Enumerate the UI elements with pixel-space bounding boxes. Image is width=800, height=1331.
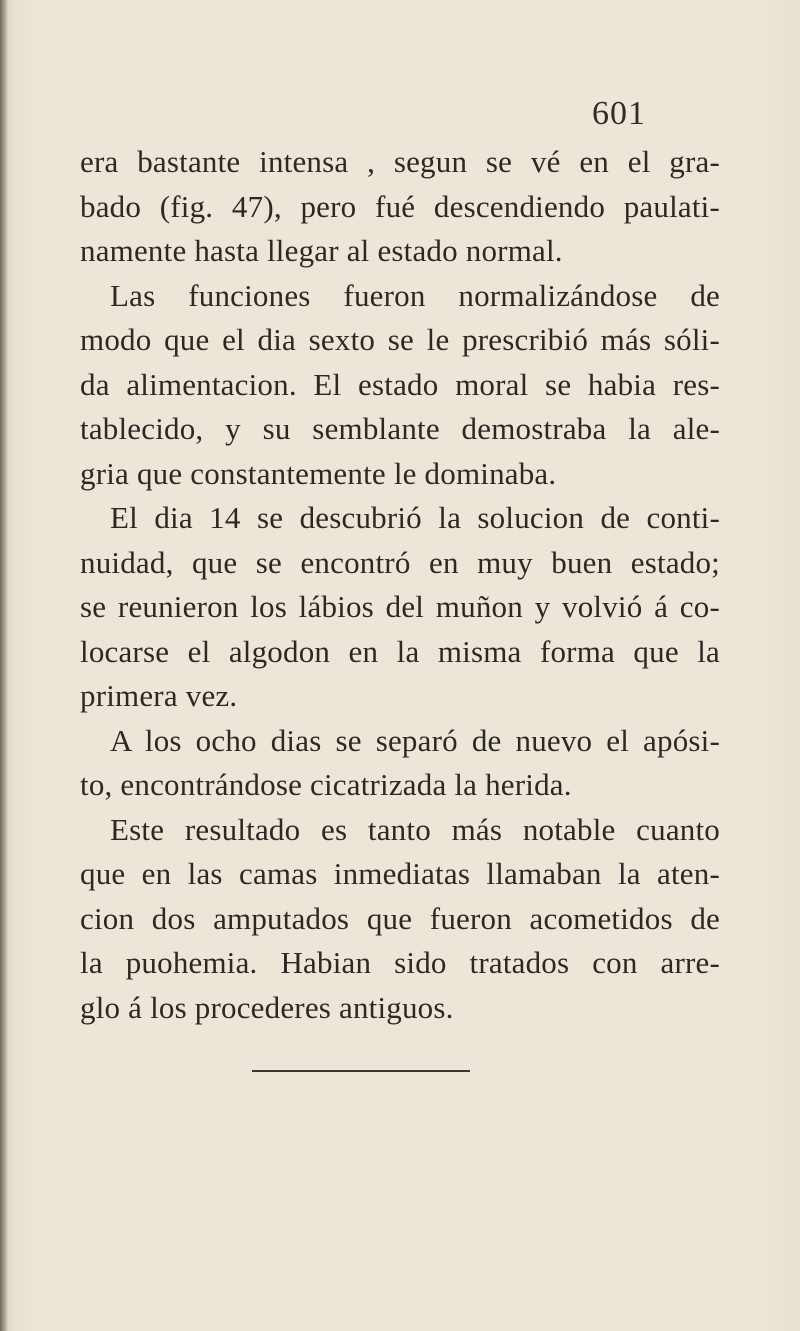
text-line: era bastante intensa , segun se vé en el gra-	[80, 144, 720, 179]
text-line: modo que el dia sexto se le prescribió más sóli-	[80, 322, 720, 357]
text-line: nuidad, que se encontró en muy buen estado;	[80, 544, 720, 580]
text-line: A los ocho dias se separó de nuevo el apósi-	[110, 722, 720, 758]
page-number: 601	[592, 95, 646, 132]
text-line: se reunieron los lábios del muñon y volvió á co-	[80, 589, 720, 624]
text-line: primera vez.	[80, 678, 238, 713]
body-text	[80, 140, 720, 1030]
section-end-rule	[252, 1070, 470, 1072]
text-line: la puohemia. Habian sido tratados con arre-	[80, 945, 720, 980]
text-line: namente hasta llegar al estado normal.	[80, 233, 563, 268]
text-line: cion dos amputados que fueron acometidos de	[80, 900, 720, 936]
text-line: Este resultado es tanto más notable cuanto	[110, 811, 720, 847]
text-line: Las funciones fueron normalizándose de	[110, 277, 720, 313]
text-line: glo á los procederes antiguos.	[80, 989, 454, 1025]
text-line: gria que constantemente le dominaba.	[80, 455, 557, 491]
text-line: tablecido, y su semblante demostraba la ale-	[80, 411, 720, 446]
page-binding-edge	[0, 0, 8, 1331]
text-line: El dia 14 se descubrió la solucion de conti-	[110, 500, 720, 535]
text-line: da alimentacion. El estado moral se habia res-	[80, 366, 720, 402]
text-line: to, encontrándose cicatrizada la herida.	[80, 767, 572, 802]
text-line: locarse el algodon en la misma forma que la	[80, 633, 720, 669]
text-line: que en las camas inmediatas llamaban la aten-	[80, 856, 720, 891]
text-line: bado (fig. 47), pero fué descendiendo paulati-	[80, 188, 720, 224]
